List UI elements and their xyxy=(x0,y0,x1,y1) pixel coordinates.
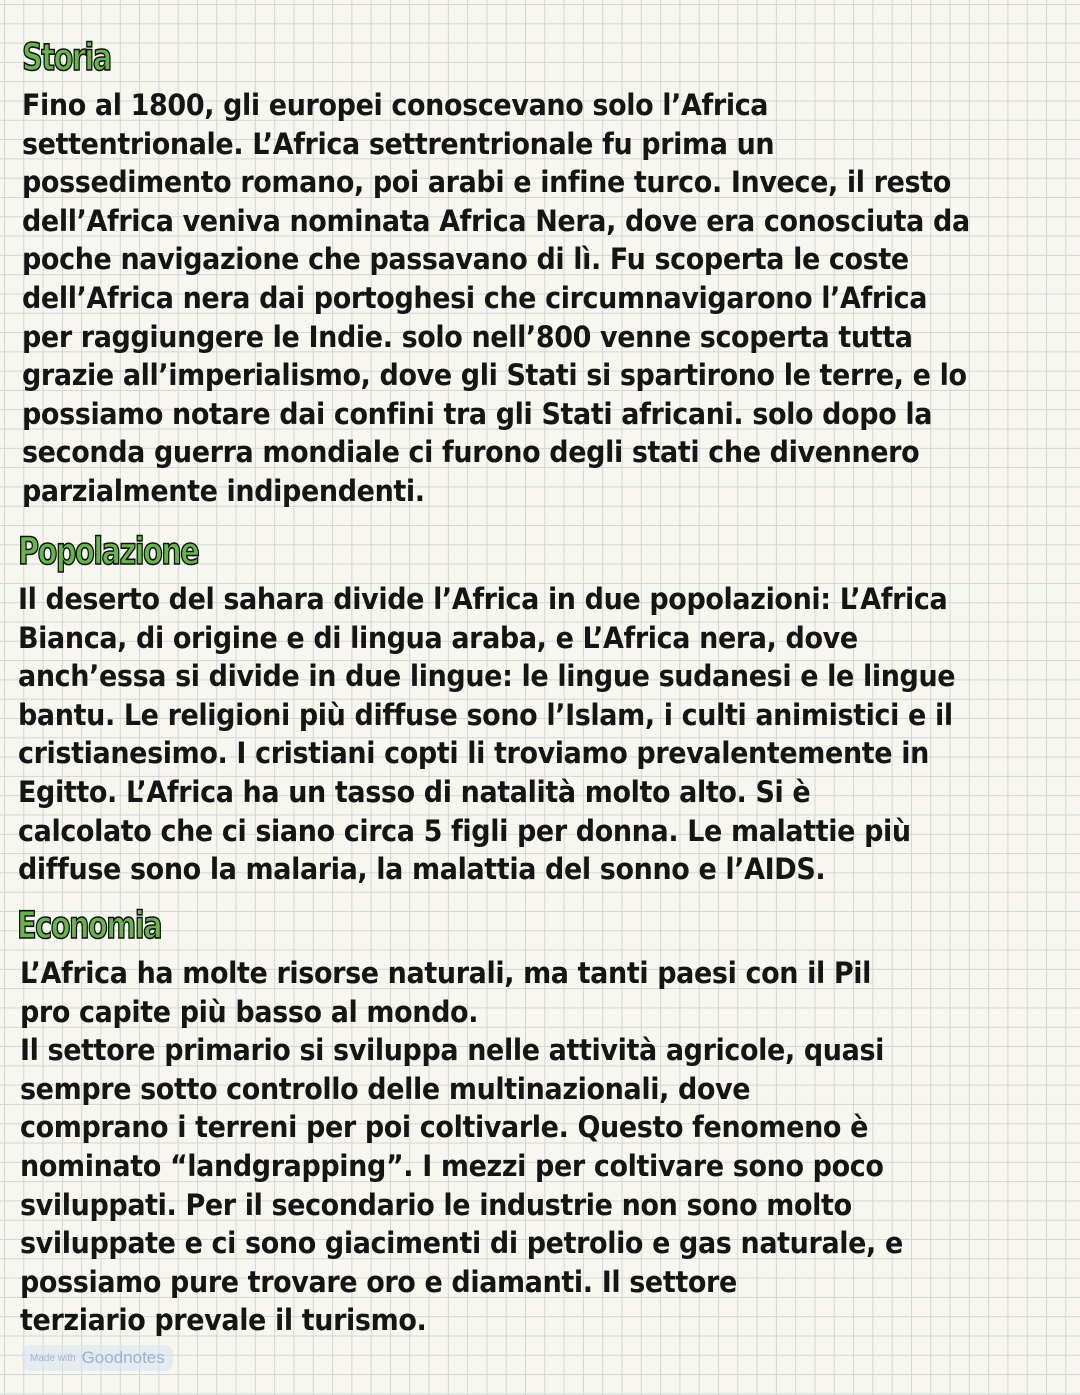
text-line: settentrionale. L’Africa settrentrionale fu prima un xyxy=(22,126,775,161)
text-line: Bianca, di origine e di lingua araba, e L’Africa nera, dove xyxy=(18,620,858,655)
text-line: sviluppati. Per il secondario le industrie non sono molto xyxy=(20,1187,852,1222)
section-heading-economia: Economia xyxy=(17,904,161,947)
text-line: possiamo notare dai confini tra gli Stati africani. solo dopo la xyxy=(22,396,933,431)
section-heading-popolazione: Popolazione xyxy=(18,530,199,573)
section-heading-storia: Storia xyxy=(22,36,111,79)
text-line: cristianesimo. I cristiani copti li troviamo prevalentemente in xyxy=(18,736,929,771)
made-with-goodnotes-badge xyxy=(22,1345,173,1371)
section-body-popolazione xyxy=(18,580,955,889)
made-with-label: Made with xyxy=(30,1352,76,1364)
text-line: sempre sotto controllo delle multinazionali, dove xyxy=(20,1071,751,1106)
section-body-storia xyxy=(22,86,970,511)
text-line: dell’Africa veniva nominata Africa Nera, dove era conosciuta da xyxy=(22,203,970,238)
text-line: poche navigazione che passavano di lì. Fu scoperta le coste xyxy=(22,242,909,277)
text-line: nominato “landgrapping”. I mezzi per coltivare sono poco xyxy=(20,1148,884,1183)
text-line: possiamo pure trovare oro e diamanti. Il settore xyxy=(20,1264,737,1299)
section-body-economia xyxy=(20,954,903,1340)
text-line: pro capite più basso al mondo. xyxy=(20,994,479,1029)
text-line: seconda guerra mondiale ci furono degli stati che divennero xyxy=(22,435,920,470)
goodnotes-brand: Goodnotes xyxy=(81,1348,165,1367)
text-line: per raggiungere le Indie. solo nell’800 venne scoperta tutta xyxy=(22,319,913,354)
text-line: Il deserto del sahara divide l’Africa in due popolazioni: L’Africa xyxy=(18,582,948,616)
text-line: grazie all’imperialismo, dove gli Stati si spartirono le terre, e lo xyxy=(22,358,967,393)
text-line: bantu. Le religioni più diffuse sono l’Islam, i culti animistici e il xyxy=(18,697,953,732)
text-line: L’Africa ha molte risorse naturali, ma tanti paesi con il Pil xyxy=(20,956,872,990)
text-line: possedimento romano, poi arabi e infine turco. Invece, il resto xyxy=(22,165,951,200)
text-line: diffuse sono la malaria, la malattia del sonno e l’AIDS. xyxy=(18,852,826,887)
text-line: Fino al 1800, gli europei conoscevano solo l’Africa xyxy=(22,88,769,122)
text-line: calcolato che ci siano circa 5 figli per donna. Le malattie più xyxy=(18,813,911,848)
text-line: sviluppate e ci sono giacimenti di petrolio e gas naturale, e xyxy=(20,1226,903,1261)
text-line: dell’Africa nera dai portoghesi che circumnavigarono l’Africa xyxy=(22,280,928,315)
text-line: terziario prevale il turismo. xyxy=(20,1303,427,1338)
text-line: anch’essa si divide in due lingue: le lingue sudanesi e le lingue xyxy=(18,659,956,694)
text-line: comprano i terreni per poi coltivarle. Questo fenomeno è xyxy=(20,1110,869,1145)
text-line: Egitto. L’Africa ha un tasso di natalità molto alto. Si è xyxy=(18,774,811,809)
text-line: parzialmente indipendenti. xyxy=(22,473,425,508)
text-line: Il settore primario si sviluppa nelle attività agricole, quasi xyxy=(20,1033,885,1068)
